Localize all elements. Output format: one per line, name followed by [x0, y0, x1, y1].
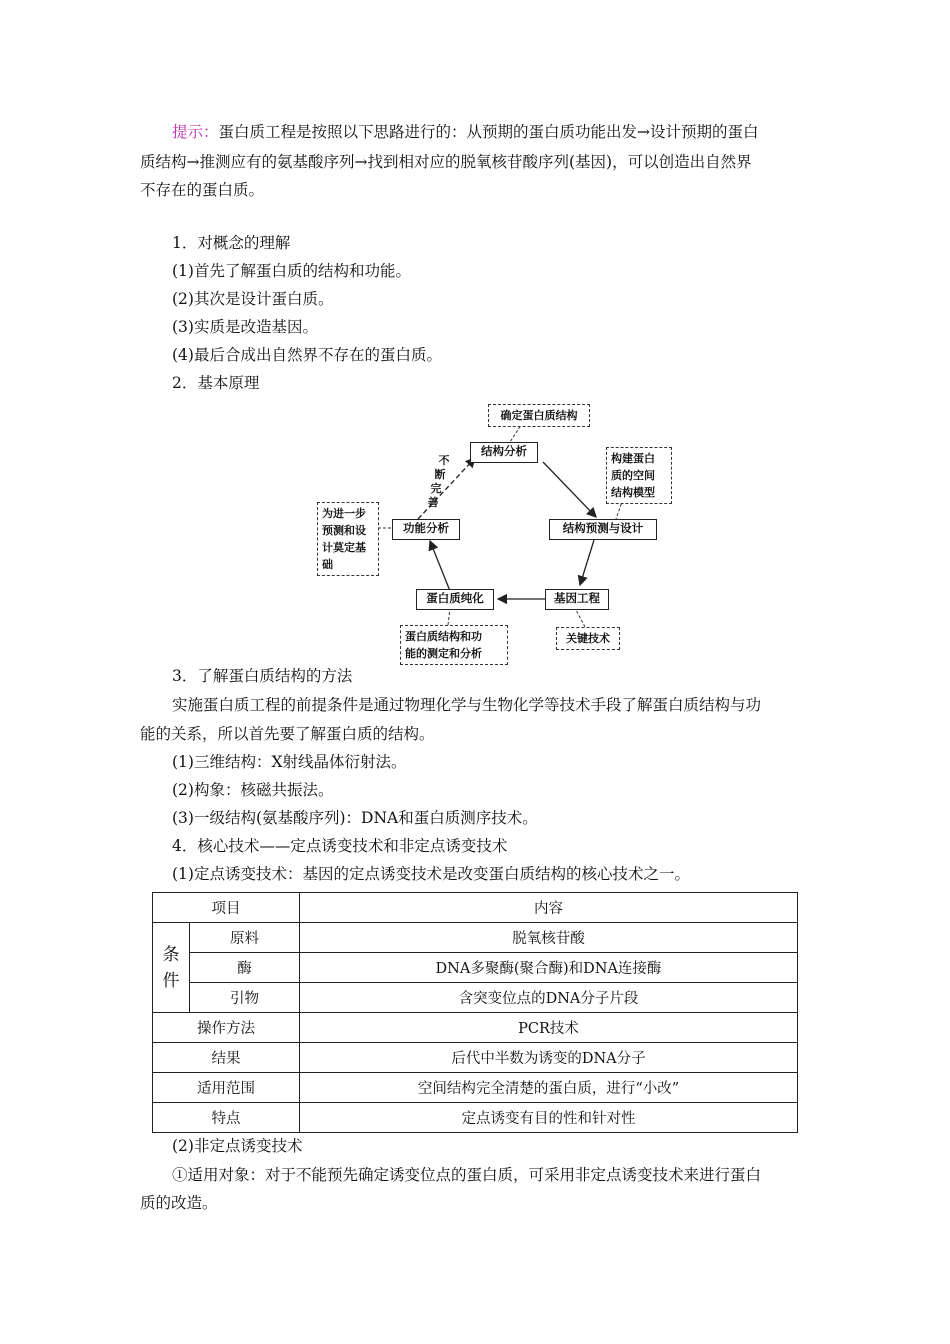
foundation-line-1: 为进一步	[322, 507, 366, 520]
mutagenesis-table	[152, 892, 798, 1133]
build-model-note	[606, 447, 672, 504]
function-analysis-box: 功能分析	[392, 519, 460, 540]
arrow-analysis-to-design	[543, 462, 596, 517]
table-header-content: 内容	[300, 893, 798, 923]
section3-item-3: (3)一级结构(氨基酸序列)：DNA和蛋白质测序技术。	[172, 809, 538, 827]
section3-para-line-1: 实施蛋白质工程的前提条件是通过物理化学与生物化学等技术手段了解蛋白质结构与功	[172, 696, 762, 714]
continuous-improvement-label	[427, 454, 451, 510]
improve-char-1: 不	[438, 454, 450, 467]
condition-char-1: 条	[162, 944, 180, 965]
table-row-value: DNA多聚酶(聚合酶)和DNA连接酶	[300, 953, 798, 983]
purification-box: 蛋白质纯化	[416, 589, 494, 610]
section3-item-2: (2)构象：核磁共振法。	[172, 781, 334, 799]
table-row-label: 特点	[153, 1103, 300, 1133]
table-row-value: 含突变位点的DNA分子片段	[300, 983, 798, 1013]
section1-title: 1．对概念的理解	[172, 234, 291, 252]
table-row-value: 脱氧核苷酸	[300, 923, 798, 953]
section1-item-2: (2)其次是设计蛋白质。	[172, 290, 334, 308]
measure-line-2: 能的测定和分析	[405, 647, 482, 660]
section3-title: 3．了解蛋白质结构的方法	[172, 667, 353, 685]
table-condition-cell	[153, 923, 190, 1013]
table-header-row	[153, 893, 798, 923]
table-row-label: 结果	[153, 1043, 300, 1073]
table-row-value: 空间结构完全清楚的蛋白质，进行“小改”	[300, 1073, 798, 1103]
foundation-line-3: 计莫定基	[322, 541, 366, 554]
hint-line-2: 质结构→推测应有的氨基酸序列→找到相对应的脱氧核苷酸序列(基因)，可以创造出自然界	[140, 153, 752, 171]
section4-sub1: (1)定点诱变技术：基因的定点诱变技术是改变蛋白质结构的核心技术之一。	[172, 865, 690, 883]
arrow-purification-to-function	[430, 541, 450, 591]
table-row	[153, 1043, 798, 1073]
gene-engineering-box: 基因工程	[545, 589, 609, 610]
hint-line-1	[140, 120, 820, 144]
table-row-label: 原料	[190, 923, 300, 953]
foundation-line-2: 预测和设	[322, 524, 366, 537]
connector-key	[575, 608, 585, 627]
hint-line-3: 不存在的蛋白质。	[140, 181, 265, 199]
section1-item-1: (1)首先了解蛋白质的结构和功能。	[172, 262, 411, 280]
table-row-value: 定点诱变有目的性和针对性	[300, 1103, 798, 1133]
foundation-note	[317, 502, 379, 576]
section4-title: 4．核心技术——定点诱变技术和非定点诱变技术	[172, 837, 508, 855]
table-row-label: 引物	[190, 983, 300, 1013]
hint-text-1: 蛋白质工程是按照以下思路进行的：从预期的蛋白质功能出发→设计预期的蛋白	[218, 123, 759, 141]
table-row	[153, 983, 798, 1013]
build-model-line-2: 质的空间	[611, 469, 655, 482]
foundation-line-4: 础	[322, 558, 333, 571]
hint-label: 提示：	[172, 123, 219, 141]
section4-para-line-1: ①适用对象：对于不能预先确定诱变位点的蛋白质，可采用非定点诱变技术来进行蛋白	[172, 1166, 762, 1184]
section1-item-3: (3)实质是改造基因。	[172, 318, 318, 336]
table-row	[153, 1103, 798, 1133]
improve-char-4: 善	[427, 496, 439, 509]
table-row	[153, 923, 798, 953]
structure-analysis-box: 结构分析	[470, 442, 538, 463]
build-model-line-1: 构建蛋白	[611, 452, 655, 465]
arrow-design-to-gene	[580, 540, 594, 585]
measure-line-1: 蛋白质结构和功	[405, 630, 482, 643]
table-row	[153, 1073, 798, 1103]
measure-analysis-note	[400, 625, 508, 665]
prediction-design-box: 结构预测与设计	[549, 519, 657, 540]
table-row-label: 酶	[190, 953, 300, 983]
section2-title: 2．基本原理	[172, 374, 260, 392]
section3-para-line-2: 能的关系，所以首先要了解蛋白质的结构。	[140, 725, 435, 743]
improve-char-2: 断	[434, 468, 446, 481]
table-row	[153, 1013, 798, 1043]
section1-item-4: (4)最后合成出自然界不存在的蛋白质。	[172, 346, 442, 364]
table-row-label: 操作方法	[153, 1013, 300, 1043]
section4-sub2: (2)非定点诱变技术	[172, 1137, 303, 1155]
improve-char-3: 完	[430, 482, 442, 495]
table-row-value: 后代中半数为诱变的DNA分子	[300, 1043, 798, 1073]
key-tech-note: 关键技术	[556, 627, 620, 650]
protein-engineering-cycle-diagram	[300, 398, 680, 666]
connector-measure	[448, 608, 450, 625]
section3-item-1: (1)三维结构：X射线晶体衍射法。	[172, 753, 407, 771]
table-row-label: 适用范围	[153, 1073, 300, 1103]
condition-char-2: 件	[162, 970, 180, 991]
determine-structure-note: 确定蛋白质结构	[488, 404, 590, 427]
table-row-value: PCR技术	[300, 1013, 798, 1043]
table-header-item: 项目	[153, 893, 300, 923]
table-row	[153, 953, 798, 983]
section4-para-line-2: 质的改造。	[140, 1194, 218, 1212]
build-model-line-3: 结构模型	[611, 486, 655, 499]
